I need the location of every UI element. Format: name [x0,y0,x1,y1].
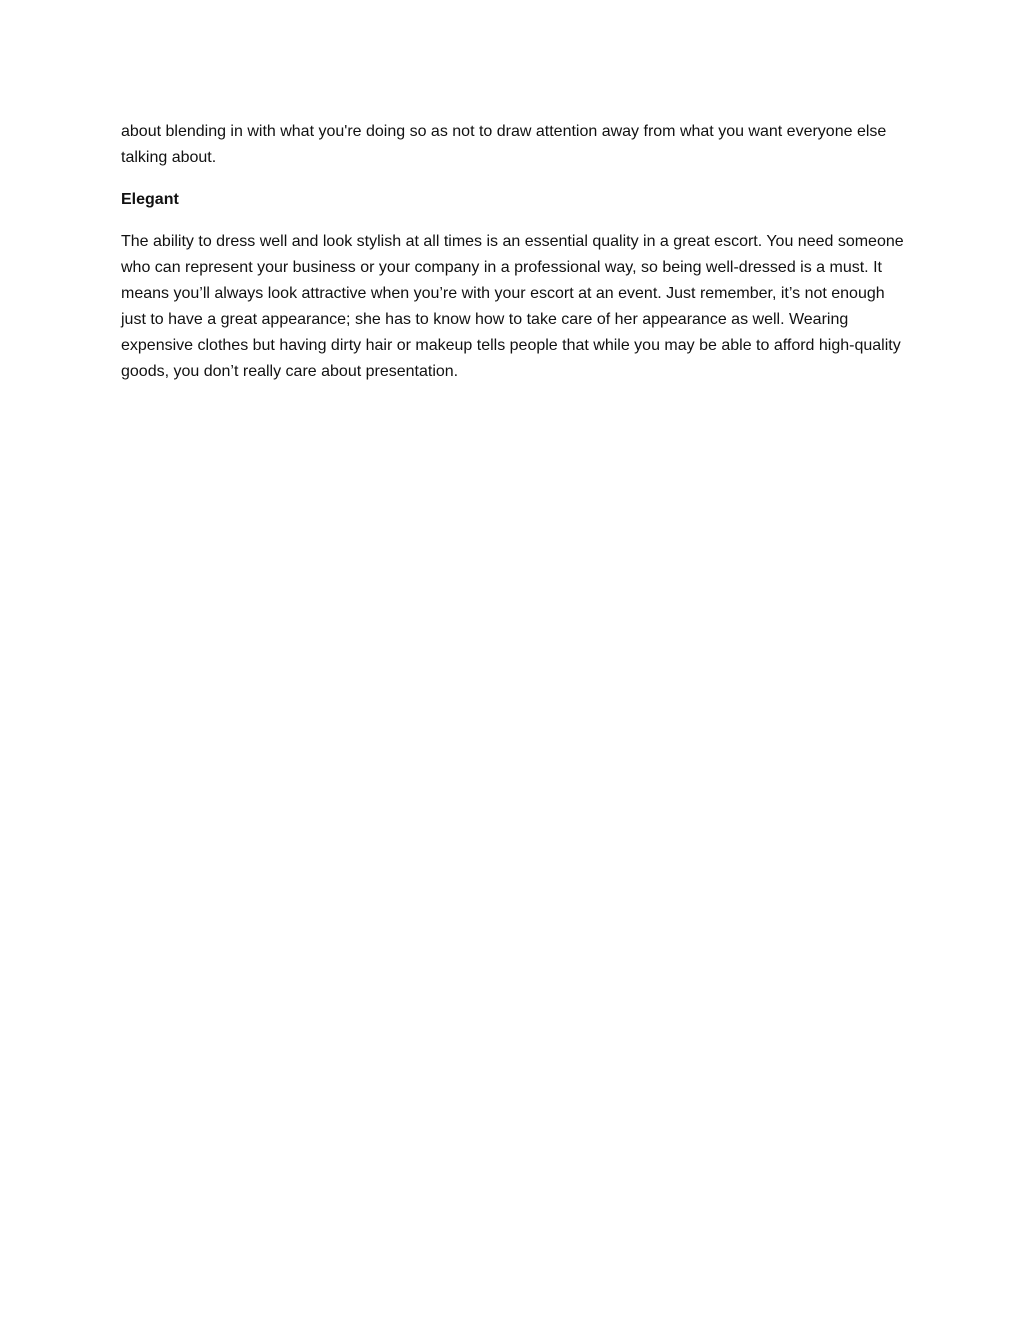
document-content [121,119,911,385]
body-paragraph: The ability to dress well and look stylish at all times is an essential quality in a great escort. You need someone who can represent your business or your company in a professional way, so being well-dressed is a must. It means you’ll always look attractive when you’re with your escort at an event. Just remember, it’s not enough just to have a great appearance; she has to know how to take care of her appearance as well. Wearing expensive clothes but having dirty hair or makeup tells people that while you may be able to afford high-quality goods, you don’t really care about presentation. [121,233,904,380]
continuation-paragraph: about blending in with what you're doing so as not to draw attention away from what you want everyone else talking about. [121,123,887,166]
section-heading: Elegant [121,191,179,208]
